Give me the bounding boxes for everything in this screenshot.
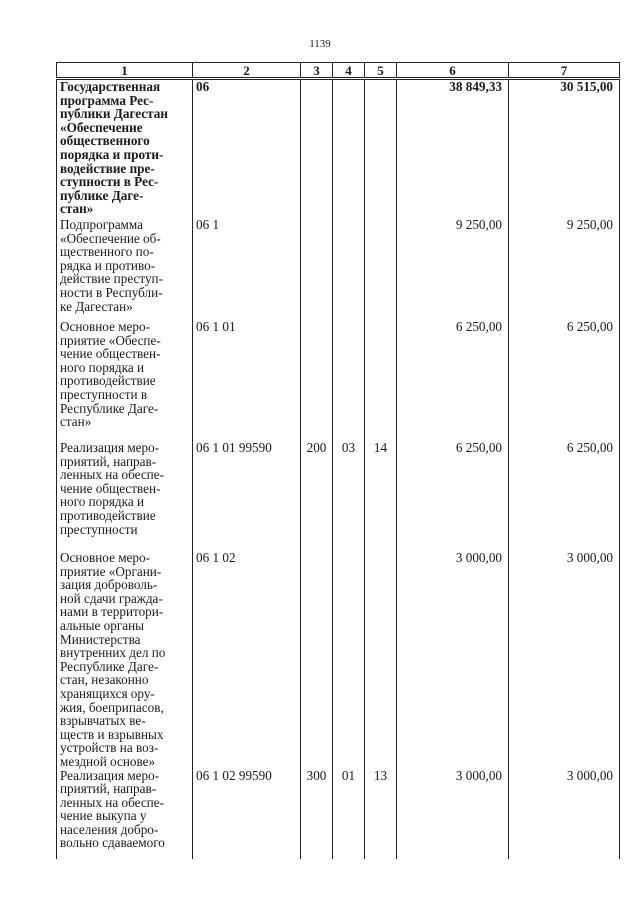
- page-number: 1139: [309, 38, 331, 50]
- item-name-cell: Реализация меро- приятий, направ- ленных на обеспе- чение выкупа у населения добро- вольно сдаваемого: [57, 769, 193, 859]
- subsection-cell: [365, 79, 397, 219]
- target-code-cell: 06 1 01 99590: [193, 441, 301, 551]
- target-code-cell: 06 1 02: [193, 551, 301, 769]
- amount-col6-cell: 38 849,33: [397, 79, 509, 219]
- target-code-cell: 06 1: [193, 218, 301, 320]
- table-row: [57, 79, 620, 219]
- column-header-3: 3: [301, 63, 333, 79]
- section-cell: 01: [333, 769, 365, 859]
- expense-type-cell: [301, 320, 333, 441]
- amount-col7-cell: 3 000,00: [509, 551, 620, 769]
- amount-col7-cell: 6 250,00: [509, 441, 620, 551]
- expense-type-cell: [301, 551, 333, 769]
- amount-col6-cell: 6 250,00: [397, 320, 509, 441]
- column-header-4: 4: [333, 63, 365, 79]
- amount-col6-cell: 6 250,00: [397, 441, 509, 551]
- amount-col7-cell: 6 250,00: [509, 320, 620, 441]
- amount-col6-cell: 9 250,00: [397, 218, 509, 320]
- amount-col7-cell: 3 000,00: [509, 769, 620, 859]
- target-code-cell: 06: [193, 79, 301, 219]
- column-header-6: 6: [397, 63, 509, 79]
- subsection-cell: [365, 218, 397, 320]
- subsection-cell: [365, 320, 397, 441]
- expense-type-cell: 200: [301, 441, 333, 551]
- amount-col6-cell: 3 000,00: [397, 551, 509, 769]
- table-body: [57, 79, 620, 859]
- column-header-1: 1: [57, 63, 193, 79]
- section-cell: [333, 320, 365, 441]
- expense-type-cell: 300: [301, 769, 333, 859]
- subsection-cell: 13: [365, 769, 397, 859]
- item-name-cell: Основное меро- приятие «Обеспе- чение обществен- ного порядка и противодействие преступности в Республике Даге- стан»: [57, 320, 193, 441]
- subsection-cell: 14: [365, 441, 397, 551]
- table-row: [57, 218, 620, 320]
- column-header-7: 7: [509, 63, 620, 79]
- table-row: [57, 441, 620, 551]
- amount-col7-cell: 30 515,00: [509, 79, 620, 219]
- table-row: [57, 551, 620, 769]
- column-header-5: 5: [365, 63, 397, 79]
- item-name-cell: Государственная программа Рес- публики Дагестан «Обеспечение общественного порядка и проти- водействие пре- ступности в Рес- публике Даге- стан»: [57, 79, 193, 219]
- amount-col7-cell: 9 250,00: [509, 218, 620, 320]
- table-row: [57, 769, 620, 859]
- table-header-row: [57, 63, 620, 79]
- budget-table: [56, 62, 620, 859]
- table-row: [57, 320, 620, 441]
- expense-type-cell: [301, 79, 333, 219]
- section-cell: 03: [333, 441, 365, 551]
- section-cell: [333, 79, 365, 219]
- section-cell: [333, 218, 365, 320]
- target-code-cell: 06 1 01: [193, 320, 301, 441]
- amount-col6-cell: 3 000,00: [397, 769, 509, 859]
- subsection-cell: [365, 551, 397, 769]
- column-header-2: 2: [193, 63, 301, 79]
- expense-type-cell: [301, 218, 333, 320]
- section-cell: [333, 551, 365, 769]
- item-name-cell: Подпрограмма «Обеспечение об- щественного по- рядка и противо- действие преступ- ности в Республи- ке Дагестан»: [57, 218, 193, 320]
- target-code-cell: 06 1 02 99590: [193, 769, 301, 859]
- item-name-cell: Реализация меро- приятий, направ- ленных на обеспе- чение обществен- ного порядка и противодействие преступности: [57, 441, 193, 551]
- item-name-cell: Основное меро- приятие «Органи- зация доброволь- ной сдачи гражда- нами в территори- альные органы Министерства внутренних дел по Республике Даге- стан, незаконно хранящихся ору- жия, боеприпасов, взрывчатых ве- ществ и взрывных устройств на воз- мездной основе»: [57, 551, 193, 769]
